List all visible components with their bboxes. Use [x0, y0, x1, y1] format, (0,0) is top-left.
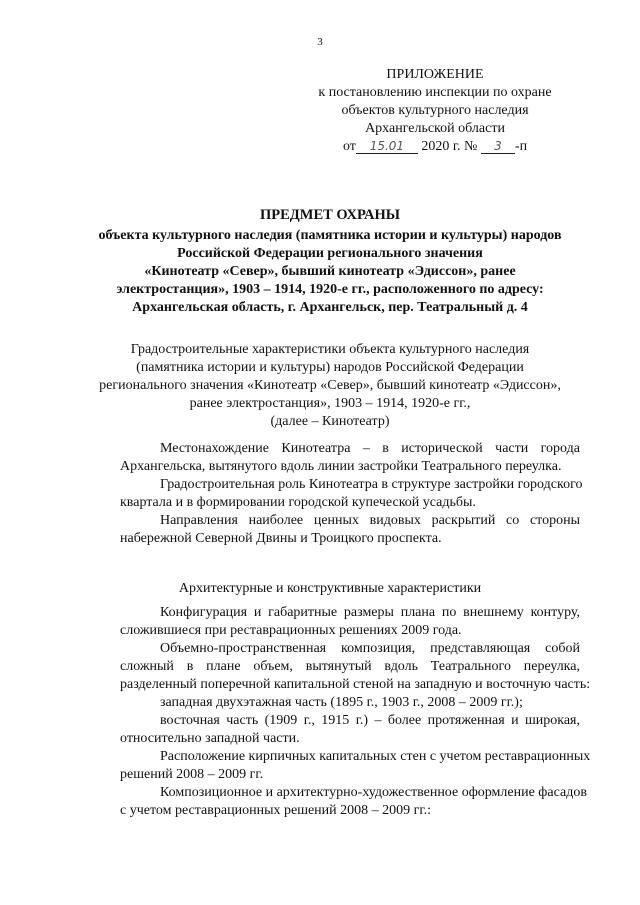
- paragraph-urban-role: [80, 476, 583, 512]
- heading-line: регионального значения «Кинотеатр «Север», бывший кинотеатр «Эдиссон»,: [99, 378, 561, 393]
- paragraph-line: западная двухэтажная часть (1895 г., 1903 г., 2008 – 2009 гг.);: [160, 695, 523, 710]
- title-line: объекта культурного наследия (памятника истории и культуры) народов: [98, 228, 562, 243]
- date-suffix: 2020 г. №: [421, 139, 478, 154]
- heading-line: (далее – Кинотеатр): [270, 414, 390, 429]
- urban-section-body: [80, 440, 583, 548]
- architecture-section-body: [80, 604, 591, 820]
- heading-line: (памятника истории и культуры) народов Российской Федерации: [136, 360, 524, 375]
- paragraph-line: Направления наиболее ценных видовых раскрытий со стороны: [160, 513, 580, 528]
- architecture-section-heading: Архитектурные и конструктивные характеристики: [178, 581, 482, 596]
- paragraph-line: Архангельска, вытянутого вдоль линии застройки Театрального переулка.: [120, 459, 562, 474]
- appendix-title: ПРИЛОЖЕНИЕ: [386, 67, 484, 82]
- heading-line: ранее электростанция», 1903 – 1914, 1920-е гг.,: [189, 396, 471, 411]
- date-prefix: от: [342, 139, 356, 154]
- document-title: ПРЕДМЕТ ОХРАНЫ: [259, 207, 401, 223]
- paragraph-line: восточная часть (1909 г., 1915 г.) – более протяженная и широкая,: [160, 713, 580, 728]
- paragraph-composition: [80, 640, 591, 694]
- title-line: Архангельская область, г. Архангельск, пер. Театральный д. 4: [132, 300, 528, 315]
- paragraph-line: с учетом реставрационных решений 2008 – 2009 гг.:: [120, 803, 431, 818]
- paragraph-line: Композиционное и архитектурно-художественное оформление фасадов: [160, 785, 587, 800]
- paragraph-line: Расположение кирпичных капитальных стен с учетом реставрационных: [160, 749, 591, 764]
- paragraph-line: квартала и в формировании городской купеческой усадьбы.: [120, 495, 476, 510]
- paragraph-line: сложившиеся при реставрационных решениях 2009 года.: [120, 623, 462, 638]
- paragraph-line: разделенный поперечной капитальной стеной на западную и восточную часть:: [120, 677, 591, 692]
- paragraph-location: [80, 440, 580, 476]
- paragraph-line: Объемно-пространственная композиция, представляющая собой: [160, 641, 580, 656]
- appendix-line: Архангельской области: [365, 121, 505, 136]
- document-title-block: [90, 206, 570, 317]
- handwritten-number: 3: [481, 139, 515, 154]
- paragraph-line: сложный в плане объем, вытянутый вдоль Театрального переулка,: [120, 659, 580, 674]
- paragraph-facades: [80, 784, 587, 820]
- title-line: электростанция», 1903 – 1914, 1920-е гг., расположенного по адресу:: [116, 282, 544, 297]
- appendix-block: [310, 66, 560, 156]
- paragraph-line: Конфигурация и габаритные размеры плана по внешнему контуру,: [160, 605, 580, 620]
- paragraph-line: набережной Северной Двины и Троицкого проспекта.: [120, 531, 442, 546]
- urban-section-heading: [80, 341, 580, 431]
- page-number: 3: [317, 36, 323, 48]
- title-line: Российской Федерации регионального значения: [177, 246, 483, 261]
- appendix-line: к постановлению инспекции по охране: [318, 85, 552, 100]
- paragraph-line: Градостроительная роль Кинотеатра в структуре застройки городского: [160, 477, 583, 492]
- paragraph-configuration: [80, 604, 580, 640]
- number-suffix: -п: [514, 139, 528, 154]
- paragraph-east-part: [80, 712, 580, 748]
- paragraph-views: [80, 512, 580, 548]
- appendix-date-line: [310, 138, 560, 156]
- paragraph-line: Местонахождение Кинотеатра – в исторической части города: [160, 441, 580, 456]
- paragraph-west-part: [80, 694, 580, 712]
- appendix-line: объектов культурного наследия: [341, 103, 529, 118]
- paragraph-line: решений 2008 – 2009 гг.: [120, 767, 264, 782]
- title-line: «Кинотеатр «Север», бывший кинотеатр «Эдиссон», ранее: [144, 264, 516, 279]
- paragraph-line: относительно западной части.: [120, 731, 300, 746]
- handwritten-date: 15.01: [356, 139, 418, 154]
- heading-line: Градостроительные характеристики объекта культурного наследия: [130, 342, 530, 357]
- paragraph-walls: [80, 748, 591, 784]
